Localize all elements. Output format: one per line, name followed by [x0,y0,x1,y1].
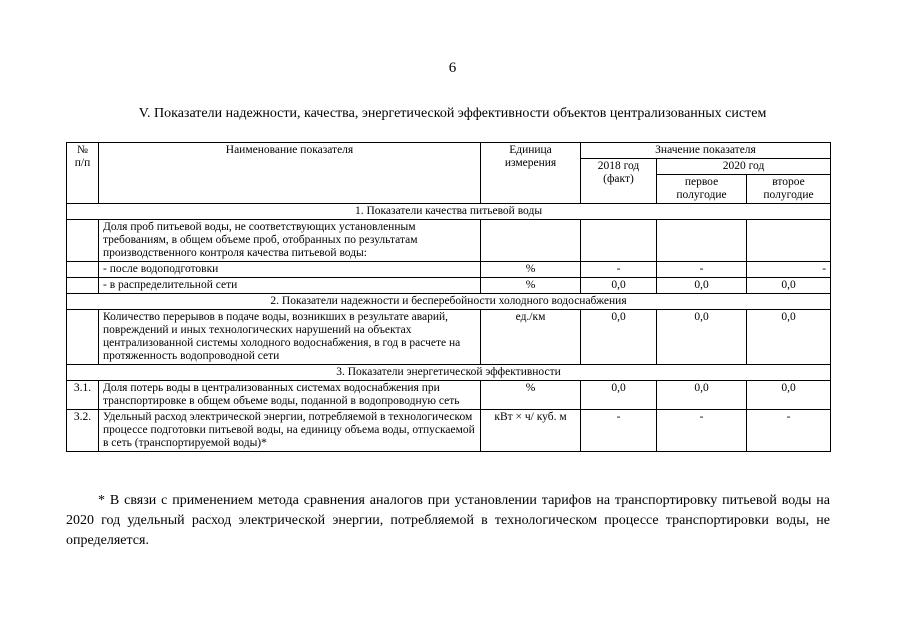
section-heading-2: 2. Показатели надежности и бесперебойности холодного водоснабжения [67,294,831,310]
row-second-half: - [747,410,831,452]
header-value: Значение показателя [581,143,831,159]
row-2018: 0,0 [581,310,657,365]
row-number [67,220,99,262]
row-unit: % [481,278,581,294]
row-number: 3.2. [67,410,99,452]
row-first-half: 0,0 [657,381,747,410]
row-second-half: - [747,262,831,278]
row-unit: ед./км [481,310,581,365]
indicators-table [66,142,831,452]
table-row [67,410,831,452]
row-name: - после водоподготовки [99,262,481,278]
row-unit: кВт × ч/ куб. м [481,410,581,452]
header-first-half-line1: первое [684,176,719,188]
row-name: Доля потерь воды в централизованных системах водоснабжения при транспортировке в общем объеме воды, поданной в водопроводную сеть [99,381,481,410]
row-name: - в распределительной сети [99,278,481,294]
table-row [67,310,831,365]
header-unit [481,143,581,204]
section-title: V. Показатели надежности, качества, энергетической эффективности объектов централизованных систем [138,106,767,121]
table-row [67,278,831,294]
row-unit: % [481,262,581,278]
row-number [67,278,99,294]
section-heading-3: 3. Показатели энергетической эффективности [67,365,831,381]
row-second-half: 0,0 [747,310,831,365]
header-unit-line2: измерения [504,157,557,169]
footnote: * В связи с применением метода сравнения аналогов при установлении тарифов на транспортировку питьевой воды на 2020 год удельный расход электрической энергии, потребляемой в технологическом процессе транспортировки воды, не определяется. [66,493,830,548]
header-row-1 [67,143,831,159]
row-2018: - [581,262,657,278]
row-2018: 0,0 [581,381,657,410]
row-name: Удельный расход электрической энергии, потребляемой в технологическом процессе подготовки питьевой воды, на единицу объема воды, отпускаемой в сеть (транспортируемой воды)* [99,410,481,452]
row-second-half: 0,0 [747,381,831,410]
header-second-half-line1: второе [772,176,805,188]
row-unit [481,220,581,262]
header-second-half-line2: полугодие [763,189,814,201]
table-row [67,220,831,262]
row-first-half: - [657,410,747,452]
header-2020: 2020 год [657,159,831,175]
section-row-2 [67,294,831,310]
header-2018-line2: (факт) [603,173,634,185]
row-first-half: 0,0 [657,278,747,294]
header-number-line1: № [77,144,88,156]
header-first-half-line2: полугодие [676,189,727,201]
row-first-half: 0,0 [657,310,747,365]
header-2018-line1: 2018 год [597,160,640,172]
section-row-3 [67,365,831,381]
row-2018: 0,0 [581,278,657,294]
row-number: 3.1. [67,381,99,410]
section-heading-1: 1. Показатели качества питьевой воды [67,204,831,220]
row-unit: % [481,381,581,410]
header-2018 [581,159,657,204]
header-number-line2: п/п [74,157,91,169]
row-name: Доля проб питьевой воды, не соответствующих установленным требованиям, в общем объеме проб, отобранных по результатам производственного контроля качества питьевой воды: [99,220,481,262]
header-unit-line1: Единица [509,144,552,156]
header-name: Наименование показателя [99,143,481,204]
header-second-half [747,175,831,204]
row-first-half: - [657,262,747,278]
table-row [67,381,831,410]
table-row [67,262,831,278]
row-name: Количество перерывов в подаче воды, возникших в результате аварий, повреждений и иных технологических нарушений на объектах централизованной системы холодного водоснабжения, в год в расчете на протяженность водопроводной сети [99,310,481,365]
header-first-half [657,175,747,204]
row-number [67,310,99,365]
header-number [67,143,99,204]
row-first-half [657,220,747,262]
row-second-half: 0,0 [747,278,831,294]
row-2018: - [581,410,657,452]
row-number [67,262,99,278]
row-2018 [581,220,657,262]
page-number: 6 [448,60,457,76]
row-second-half [747,220,831,262]
section-row-1 [67,204,831,220]
